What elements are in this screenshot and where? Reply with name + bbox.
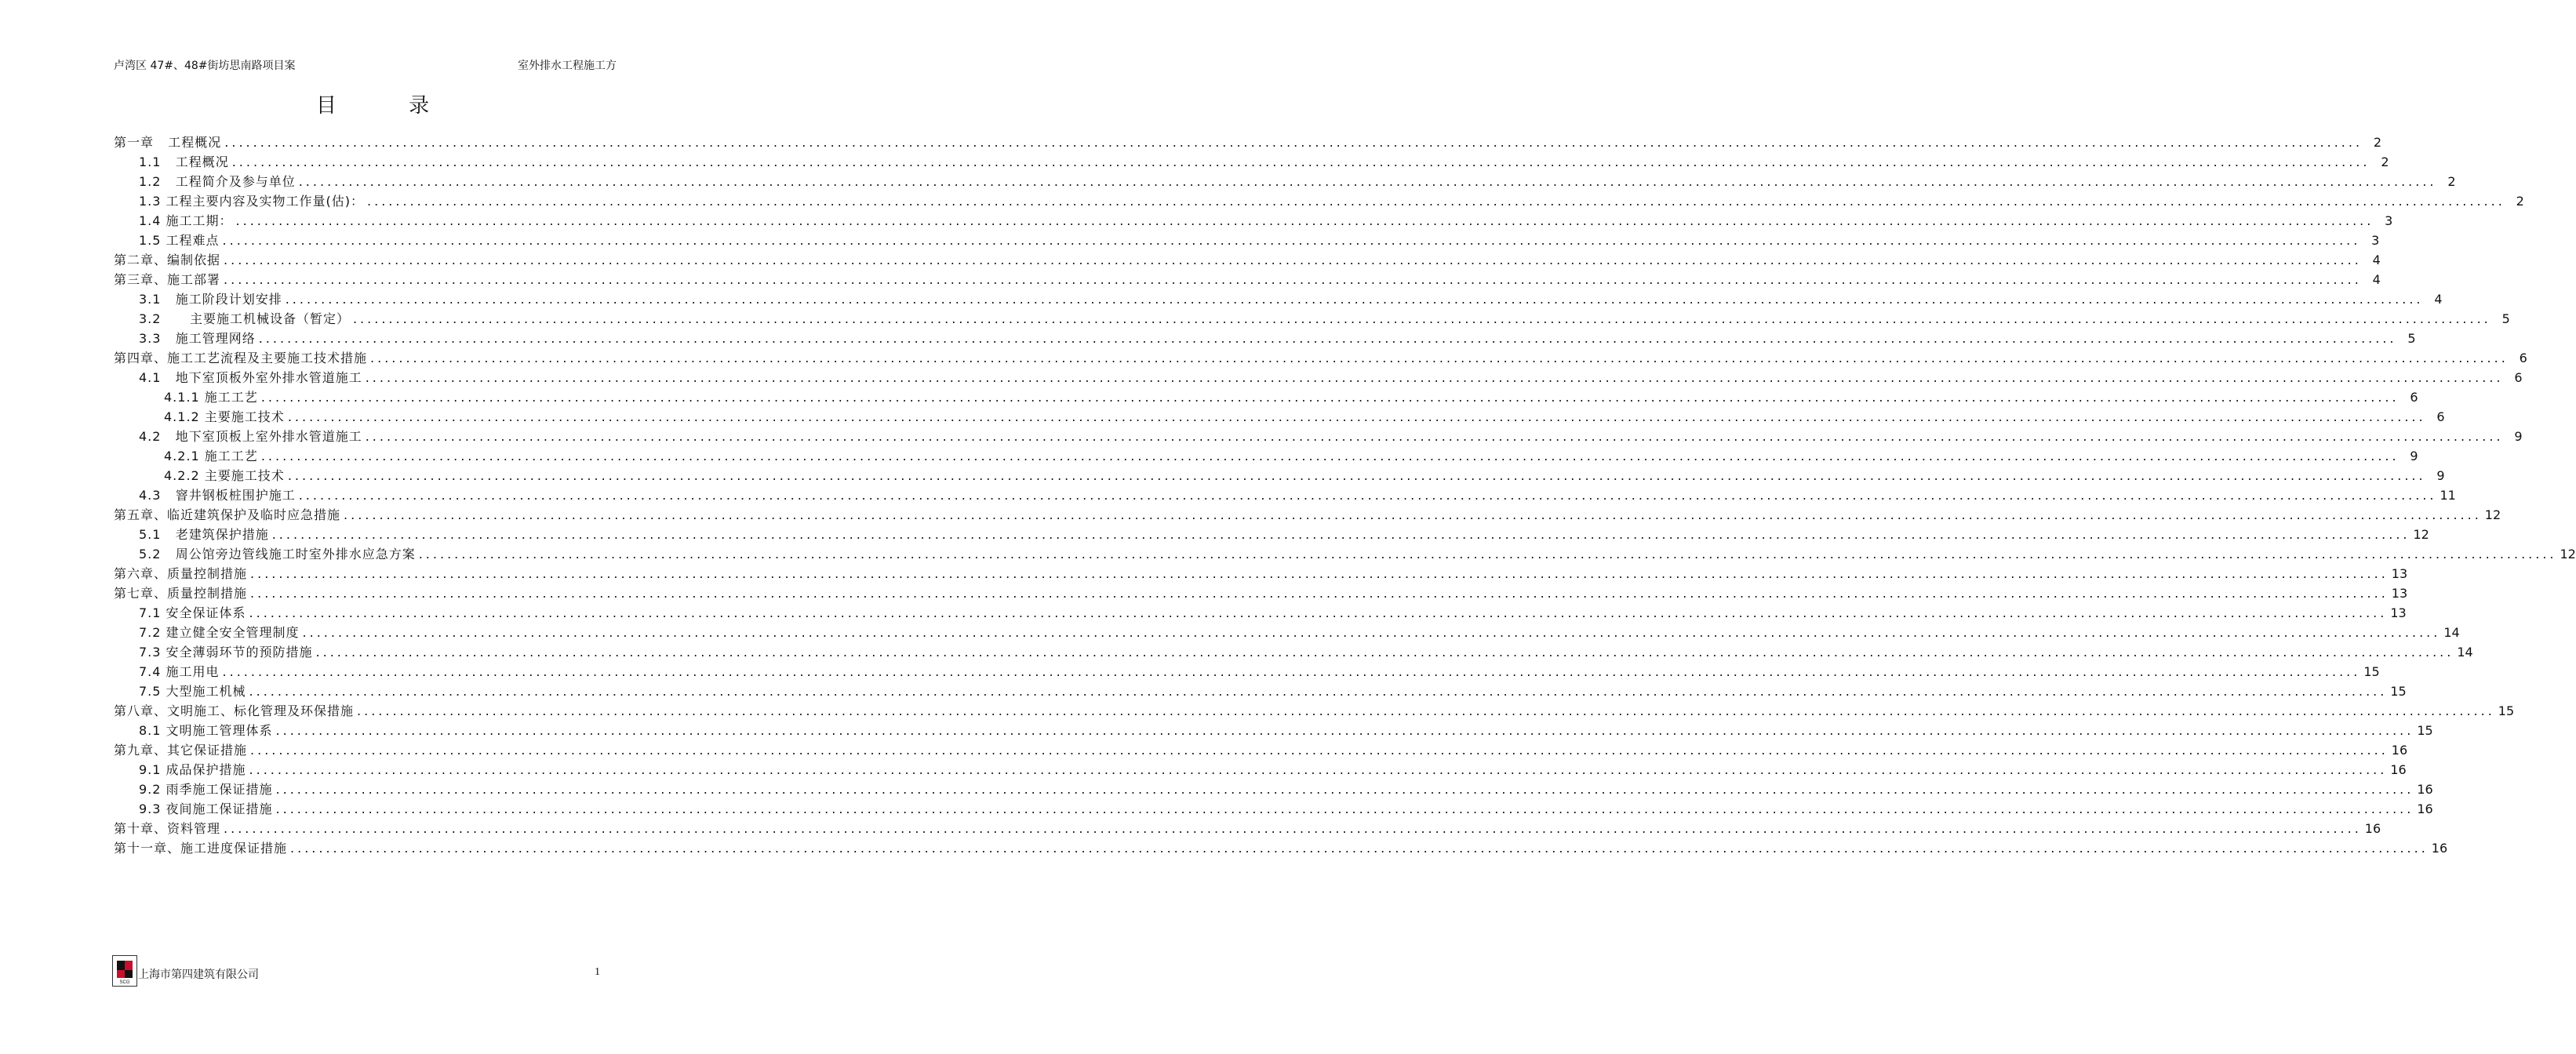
toc-dot-leader: ............................................................................................................................................................................................................................................................................................................ [344, 507, 2482, 522]
toc-entry-label: 第十一章、施工进度保证措施 [114, 841, 288, 856]
toc-entry-page: 13 [2391, 566, 2408, 581]
toc-entry[interactable] [114, 721, 2433, 740]
toc-dot-leader: ............................................................................................................................................................................................................................................................................................................ [260, 390, 2400, 405]
page-number: 1 [595, 966, 600, 978]
toc-entry-label: 第七章、质量控制措施 [114, 586, 248, 601]
toc-entry-label: 第一章 工程概况 [114, 135, 222, 150]
toc-entry-label: 1.2 工程简介及参与单位 [139, 174, 296, 189]
toc-entry-page: 15 [2363, 664, 2380, 679]
toc-dot-leader: ............................................................................................................................................................................................................................................................................................................ [275, 782, 2414, 797]
toc-entry-page: 16 [2390, 762, 2407, 777]
toc-dot-leader: ............................................................................................................................................................................................................................................................................................................ [224, 272, 2362, 287]
toc-entry[interactable] [114, 133, 2382, 152]
toc-entry-page: 16 [2417, 801, 2433, 816]
toc-entry[interactable] [114, 152, 2389, 172]
toc-entry[interactable] [114, 799, 2433, 819]
toc-entry[interactable] [114, 662, 2380, 681]
toc-entry-label: 第三章、施工部署 [114, 272, 221, 287]
toc-title: 目 录 [315, 94, 463, 118]
toc-entry-label: 第二章、编制依据 [114, 253, 221, 267]
toc-entry-page: 9 [2514, 429, 2523, 444]
toc-entry-label: 第九章、其它保证措施 [114, 743, 248, 758]
toc-entry-label: 第四章、施工工艺流程及主要施工技术措施 [114, 351, 368, 365]
toc-entry-page: 16 [2364, 821, 2381, 836]
toc-entry-page: 5 [2407, 331, 2416, 346]
toc-entry-page: 9 [2410, 449, 2418, 463]
toc-dot-leader: ............................................................................................................................................................................................................................................................................................................ [222, 664, 2361, 679]
toc-entry[interactable] [114, 623, 2460, 642]
toc-entry-label: 3.2 主要施工机械设备（暂定） [139, 311, 350, 326]
toc-entry-page: 6 [2436, 409, 2445, 424]
toc-dot-leader: ............................................................................................................................................................................................................................................................................................................ [352, 311, 2491, 326]
toc-entry[interactable] [114, 270, 2381, 289]
toc-dot-leader: ............................................................................................................................................................................................................................................................................................................ [357, 703, 2495, 718]
toc-dot-leader: ............................................................................................................................................................................................................................................................................................................ [365, 429, 2504, 444]
toc-dot-leader: ............................................................................................................................................................................................................................................................................................................ [275, 723, 2414, 738]
toc-entry[interactable] [114, 505, 2501, 525]
toc-entry-label: 7.1 安全保证体系 [139, 605, 246, 620]
toc-dot-leader: ............................................................................................................................................................................................................................................................................................................ [298, 488, 2437, 503]
toc-entry[interactable] [114, 348, 2527, 368]
toc-entry[interactable] [114, 172, 2456, 191]
toc-entry[interactable] [114, 701, 2515, 721]
toc-entry[interactable] [114, 289, 2443, 309]
toc-dot-leader: ............................................................................................................................................................................................................................................................................................................ [370, 351, 2509, 365]
toc-dot-leader: ............................................................................................................................................................................................................................................................................................................ [367, 194, 2505, 209]
toc-dot-leader: ............................................................................................................................................................................................................................................................................................................ [285, 292, 2424, 307]
toc-dot-leader: ............................................................................................................................................................................................................................................................................................................ [231, 154, 2370, 169]
toc-entry-label: 9.2 雨季施工保证措施 [139, 782, 273, 797]
toc-entry-page: 6 [2514, 370, 2523, 385]
toc-entry-page: 13 [2391, 586, 2408, 601]
toc-entry-page: 13 [2390, 605, 2407, 620]
toc-entry[interactable] [114, 760, 2407, 780]
toc-entry-label: 第十章、资料管理 [114, 821, 221, 836]
toc-entry[interactable] [114, 525, 2429, 544]
toc-entry[interactable] [114, 387, 2418, 407]
toc-entry-label: 9.1 成品保护措施 [139, 762, 246, 777]
toc-dot-leader: ............................................................................................................................................................................................................................................................................................................ [224, 135, 2363, 150]
toc-entry-page: 2 [2373, 135, 2382, 150]
toc-entry-page: 2 [2516, 194, 2524, 209]
toc-dot-leader: ............................................................................................................................................................................................................................................................................................................ [298, 174, 2437, 189]
toc-dot-leader: ............................................................................................................................................................................................................................................................................................................ [271, 527, 2410, 542]
toc-entry-label: 第八章、文明施工、标化管理及环保措施 [114, 703, 355, 718]
company-name: 上海市第四建筑有限公司 [138, 969, 259, 981]
toc-entry-label: 7.4 施工用电 [139, 664, 220, 679]
header-project-name: 卢湾区 47#、48#街坊思南路项目案 [114, 60, 296, 72]
toc-entry[interactable] [114, 446, 2418, 466]
toc-entry-label: 1.3 工程主要内容及实物工作量(估)： [139, 194, 365, 209]
toc-entry-page: 16 [2417, 782, 2433, 797]
table-of-contents [114, 133, 2576, 858]
toc-dot-leader: ............................................................................................................................................................................................................................................................................................................ [260, 449, 2400, 463]
toc-entry-label: 1.1 工程概况 [139, 154, 229, 169]
toc-entry[interactable] [114, 329, 2416, 348]
toc-entry-label: 1.4 施工工期： [139, 213, 233, 228]
toc-entry-page: 5 [2501, 311, 2510, 326]
toc-entry-page: 4 [2372, 253, 2381, 267]
toc-entry-label: 第五章、临近建筑保护及临时应急措施 [114, 507, 341, 522]
toc-entry-label: 3.1 施工阶段计划安排 [139, 292, 282, 307]
toc-entry-label: 8.1 文明施工管理体系 [139, 723, 273, 738]
toc-entry[interactable] [114, 642, 2473, 662]
toc-dot-leader: ............................................................................................................................................................................................................................................................................................................ [290, 841, 2429, 856]
toc-entry-page: 16 [2431, 841, 2448, 856]
toc-entry[interactable] [114, 250, 2381, 270]
toc-dot-leader: ............................................................................................................................................................................................................................................................................................................ [249, 684, 2388, 699]
toc-entry-label: 7.3 安全薄弱环节的预防措施 [139, 645, 313, 660]
toc-dot-leader: ............................................................................................................................................................................................................................................................................................................ [287, 468, 2426, 483]
toc-dot-leader: ............................................................................................................................................................................................................................................................................................................ [235, 213, 2374, 228]
toc-dot-leader: ............................................................................................................................................................................................................................................................................................................ [224, 253, 2362, 267]
toc-entry-label: 4.1.1 施工工艺 [164, 390, 258, 405]
toc-entry[interactable] [114, 368, 2523, 387]
toc-entry-label: 1.5 工程难点 [139, 233, 220, 248]
toc-dot-leader: ............................................................................................................................................................................................................................................................................................................ [287, 409, 2426, 424]
toc-entry-label: 4.3 窨井钢板桩围护施工 [139, 488, 296, 503]
toc-entry-page: 4 [2372, 272, 2381, 287]
toc-entry-page: 2 [2447, 174, 2456, 189]
toc-dot-leader: ............................................................................................................................................................................................................................................................................................................ [250, 566, 2389, 581]
toc-dot-leader: ............................................................................................................................................................................................................................................................................................................ [418, 547, 2557, 562]
toc-dot-leader: ............................................................................................................................................................................................................................................................................................................ [249, 762, 2388, 777]
toc-entry-label: 7.5 大型施工机械 [139, 684, 246, 699]
toc-entry[interactable] [114, 309, 2510, 329]
toc-dot-leader: ............................................................................................................................................................................................................................................................................................................ [250, 586, 2389, 601]
toc-entry-page: 12 [2560, 547, 2576, 562]
toc-entry[interactable] [114, 681, 2407, 701]
logo-text: SCG [119, 980, 130, 985]
toc-entry-label: 9.3 夜间施工保证措施 [139, 801, 273, 816]
toc-dot-leader: ............................................................................................................................................................................................................................................................................................................ [365, 370, 2504, 385]
toc-dot-leader: ............................................................................................................................................................................................................................................................................................................ [315, 645, 2454, 660]
toc-entry[interactable] [114, 407, 2445, 427]
toc-entry-page: 6 [2519, 351, 2527, 365]
toc-entry[interactable] [114, 740, 2408, 760]
toc-entry-page: 11 [2440, 488, 2456, 503]
toc-entry[interactable] [114, 564, 2408, 583]
toc-entry[interactable] [114, 191, 2524, 211]
toc-dot-leader: ............................................................................................................................................................................................................................................................................................................ [258, 331, 2397, 346]
toc-entry[interactable] [114, 544, 2576, 564]
toc-entry-label: 4.1.2 主要施工技术 [164, 409, 285, 424]
toc-entry[interactable] [114, 211, 2393, 231]
toc-entry-page: 14 [2443, 625, 2460, 640]
toc-entry-page: 15 [2390, 684, 2407, 699]
toc-entry[interactable] [114, 231, 2380, 250]
toc-dot-leader: ............................................................................................................................................................................................................................................................................................................ [224, 821, 2362, 836]
toc-entry[interactable] [114, 603, 2407, 623]
toc-entry[interactable] [114, 819, 2381, 838]
toc-entry[interactable] [114, 427, 2523, 446]
toc-entry-page: 15 [2417, 723, 2433, 738]
toc-dot-leader: ............................................................................................................................................................................................................................................................................................................ [302, 625, 2441, 640]
toc-entry-page: 2 [2381, 154, 2389, 169]
toc-dot-leader: ............................................................................................................................................................................................................................................................................................................ [222, 233, 2361, 248]
toc-entry-label: 5.1 老建筑保护措施 [139, 527, 269, 542]
toc-entry-label: 4.2.1 施工工艺 [164, 449, 258, 463]
toc-entry-page: 12 [2484, 507, 2501, 522]
toc-entry[interactable] [114, 780, 2433, 799]
toc-entry-page: 15 [2498, 703, 2515, 718]
toc-entry[interactable] [114, 466, 2445, 485]
toc-entry-label: 4.2 地下室顶板上室外排水管道施工 [139, 429, 362, 444]
toc-entry-page: 6 [2410, 390, 2418, 405]
toc-dot-leader: ............................................................................................................................................................................................................................................................................................................ [275, 801, 2414, 816]
toc-entry[interactable] [114, 485, 2456, 505]
toc-entry-label: 4.1 地下室顶板外室外排水管道施工 [139, 370, 362, 385]
toc-entry-page: 3 [2371, 233, 2380, 248]
toc-dot-leader: ............................................................................................................................................................................................................................................................................................................ [250, 743, 2389, 758]
toc-entry-page: 16 [2391, 743, 2408, 758]
toc-entry-page: 9 [2436, 468, 2445, 483]
toc-entry-page: 12 [2413, 527, 2429, 542]
toc-entry[interactable] [114, 838, 2448, 858]
toc-entry-label: 7.2 建立健全安全管理制度 [139, 625, 300, 640]
toc-entry-label: 3.3 施工管理网络 [139, 331, 256, 346]
toc-entry-page: 3 [2385, 213, 2393, 228]
header-document-name: 室外排水工程施工方 [518, 60, 617, 72]
toc-entry-page: 14 [2457, 645, 2473, 660]
toc-entry-label: 4.2.2 主要施工技术 [164, 468, 285, 483]
toc-entry[interactable] [114, 583, 2408, 603]
toc-entry-label: 第六章、质量控制措施 [114, 566, 248, 581]
toc-entry-label: 5.2 周公馆旁边管线施工时室外排水应急方案 [139, 547, 416, 562]
toc-dot-leader: ............................................................................................................................................................................................................................................................................................................ [249, 605, 2388, 620]
toc-entry-page: 4 [2434, 292, 2443, 307]
company-logo-icon [112, 955, 137, 987]
